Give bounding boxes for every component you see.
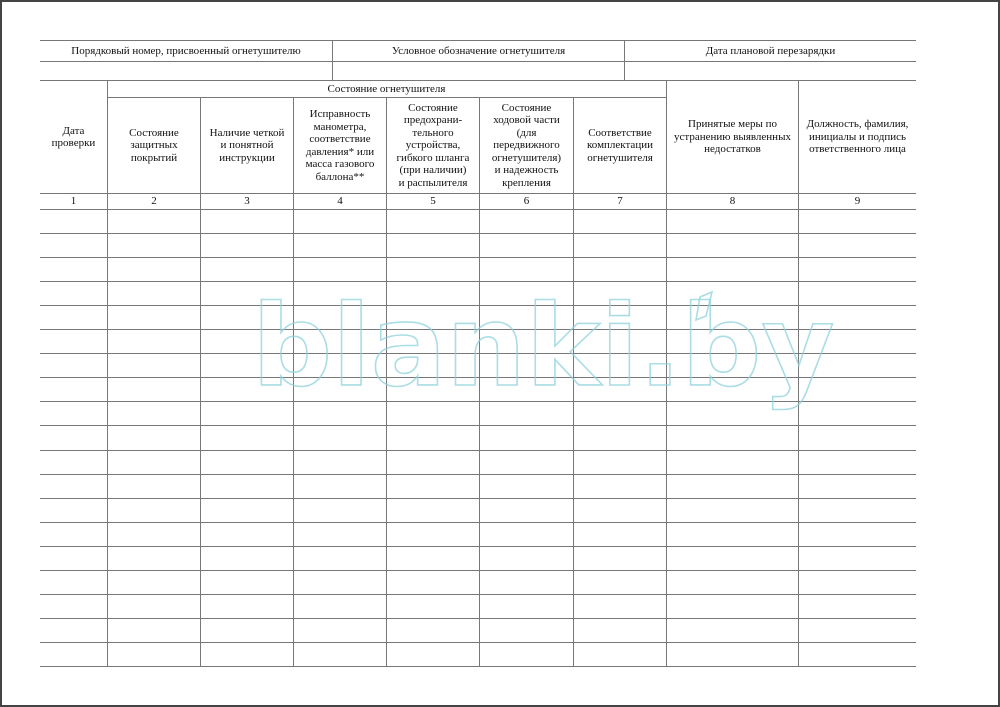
designation-label: Условное обозначение огнетушителя xyxy=(391,44,566,57)
column-header-4: Исправность манометра, соответствие давления* или масса газового баллона** xyxy=(305,108,375,183)
table-row-line xyxy=(40,570,916,571)
column-number-9: 9 xyxy=(854,195,861,208)
column-number-7: 7 xyxy=(617,195,623,208)
column-header-6: Состояние ходовой части (для передвижного огнетушителя) и надежность крепления xyxy=(491,101,562,189)
column-number-2: 2 xyxy=(151,195,157,208)
condition-group-label: Состояние огнетушителя xyxy=(327,82,446,95)
column-header-5: Состояние предохрани- тельного устройства, гибкого шланга (при наличии) и распылителя xyxy=(396,101,470,189)
column-header-3: Наличие четкой и понятной инструкции xyxy=(209,126,285,164)
table-row-line xyxy=(40,498,916,499)
column-number-8: 8 xyxy=(729,195,736,208)
table-row-line xyxy=(40,377,916,378)
column-header-7: Соответствие комплектации огнетушителя xyxy=(587,126,653,164)
table-row-line xyxy=(40,666,916,667)
table-row-line xyxy=(40,522,916,523)
recharge-date-label: Дата плановой перезарядки xyxy=(705,44,836,57)
table-row-line xyxy=(40,474,916,475)
column-header-9: Должность, фамилия, инициалы и подпись ответственного лица xyxy=(806,118,909,156)
column-header-2: Состояние защитных покрытий xyxy=(129,126,179,164)
designation-field[interactable] xyxy=(333,62,624,80)
serial-number-label: Порядковый номер, присвоенный огнетушителю xyxy=(71,44,301,57)
watermark-text: blanki.by xyxy=(252,282,835,412)
column-number-3: 3 xyxy=(244,195,250,208)
table-row-line xyxy=(40,546,916,547)
table-row-line xyxy=(40,233,916,234)
table-row-line xyxy=(40,401,916,402)
recharge-date-field[interactable] xyxy=(625,62,916,80)
column-number-bottom-line xyxy=(40,209,916,210)
table-row-line xyxy=(40,450,916,451)
column-header-8: Принятые меры по устранению выявленных недостатков xyxy=(674,118,791,156)
table-row-line xyxy=(40,305,916,306)
table-row-line xyxy=(40,257,916,258)
table-row-line xyxy=(40,281,916,282)
column-number-1: 1 xyxy=(70,195,77,208)
table-row-line xyxy=(40,642,916,643)
column-number-5: 5 xyxy=(430,195,436,208)
table-row-line xyxy=(40,618,916,619)
column-number-6: 6 xyxy=(523,195,530,208)
table-row-line xyxy=(40,329,916,330)
table-row-line xyxy=(40,353,916,354)
serial-number-field[interactable] xyxy=(40,62,332,80)
table-row-line xyxy=(40,425,916,426)
column-number-4: 4 xyxy=(337,195,343,208)
table-row-line xyxy=(40,594,916,595)
column-header-1: Дата проверки xyxy=(51,124,96,149)
